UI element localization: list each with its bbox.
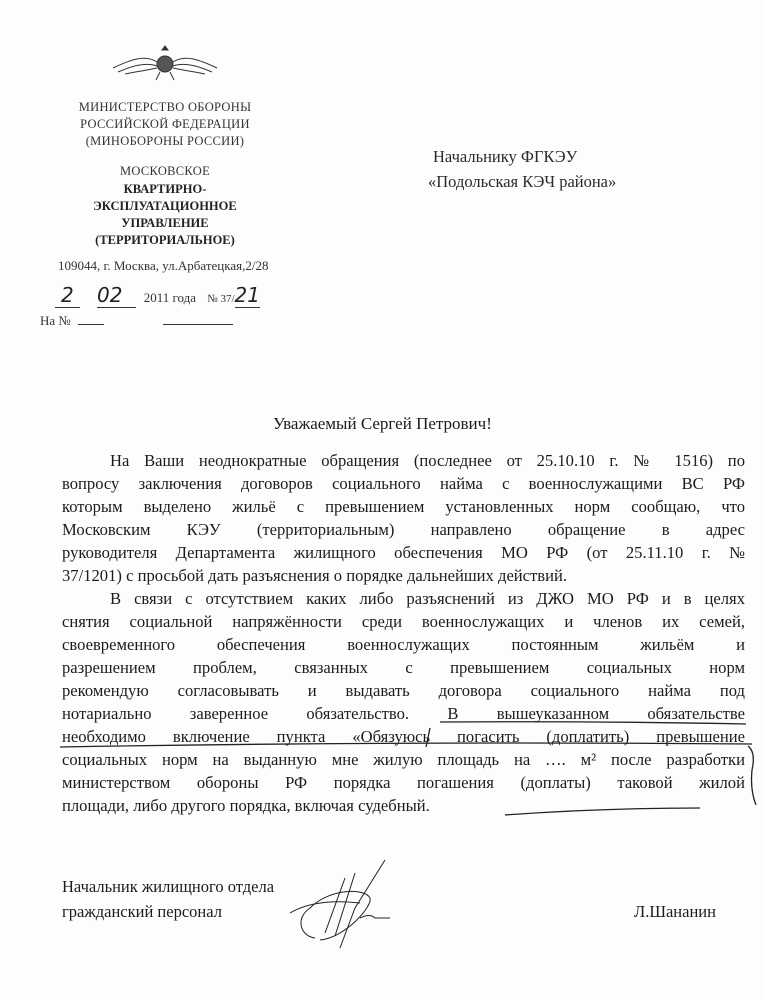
addressee-line: «Подольская КЭЧ района» bbox=[428, 172, 617, 191]
org-address: 109044, г. Москва, ул.Арбатецкая,2/28 bbox=[58, 258, 269, 273]
body-line: 37/1201) с просьбой дать разъяснения о порядке дальнейших действий. bbox=[62, 566, 568, 585]
body-line: министерством обороны РФ порядка погашения (доплаты) таковой жилой bbox=[62, 773, 745, 792]
signatory-position: гражданский персонал bbox=[62, 902, 222, 921]
date-month: 02 bbox=[97, 283, 136, 308]
body-line: В связи с отсутствием каких либо разъяснений из ДЖО МО РФ и в целях bbox=[110, 589, 745, 608]
date-year: 2011 года bbox=[143, 290, 196, 305]
org-line: УПРАВЛЕНИЕ bbox=[121, 216, 209, 230]
body-line: разрешением проблем, связанных с превышением социальных норм bbox=[62, 658, 745, 677]
body-line: На Ваши неоднократные обращения (последнее от 25.10.10 г. № 1516) по bbox=[110, 451, 745, 470]
salutation: Уважаемый Сергей Петрович! bbox=[273, 414, 492, 433]
ministry-line: РОССИЙСКОЙ ФЕДЕРАЦИИ bbox=[80, 117, 250, 131]
org-line: (ТЕРРИТОРИАЛЬНОЕ) bbox=[95, 233, 235, 247]
body-line: площади, либо другого порядка, включая судебный. bbox=[62, 796, 430, 815]
org-line: МОСКОВСКОЕ bbox=[119, 164, 211, 178]
addressee-line: Начальнику ФГКЭУ bbox=[433, 147, 578, 166]
signatory-name: Л.Шананин bbox=[634, 902, 716, 921]
signatory-position: Начальник жилищного отдела bbox=[62, 877, 275, 896]
body-line: руководителя Департамента жилищного обеспечения МО РФ (от 25.11.10 г. № bbox=[62, 543, 745, 562]
org-line: ЭКСПЛУАТАЦИОННОЕ bbox=[93, 199, 237, 213]
body-line: своевременного обеспечения военнослужащих постоянным жильём и bbox=[62, 635, 745, 654]
body-line: Московским КЭУ (территориальным) направлено обращение в адрес bbox=[62, 520, 745, 539]
body-line: вопросу заключения договоров социального найма с военнослужащими ВС РФ bbox=[62, 474, 745, 493]
body-line: необходимо включение пункта «Обязуюсь погасить (доплатить) превышение bbox=[62, 727, 745, 746]
ministry-line: МИНИСТЕРСТВО ОБОРОНЫ bbox=[78, 100, 252, 114]
doc-number: 21 bbox=[234, 283, 260, 307]
body-line: рекомендую согласовывать и выдавать договора социального найма под bbox=[62, 681, 745, 700]
body-line: социальных норм на выданную мне жилую площадь на …. м² после разработки bbox=[62, 750, 745, 769]
body-line: которым выделено жильё с превышением установленных норм сообщаю, что bbox=[62, 497, 745, 516]
body-line: нотариально заверенное обязательство. В вышеуказанном обязательстве bbox=[62, 704, 745, 723]
date-day: 2 bbox=[55, 283, 80, 308]
org-line: КВАРТИРНО- bbox=[123, 182, 207, 196]
doc-number-prefix: № 37/ bbox=[207, 293, 235, 305]
handwritten-signature bbox=[285, 858, 405, 950]
ref-label: На № bbox=[40, 313, 71, 328]
body-line: снятия социальной напряжённости среди военнослужащих и членов их семей, bbox=[62, 612, 745, 631]
ministry-line: (МИНОБОРОНЫ РОССИИ) bbox=[85, 134, 245, 148]
